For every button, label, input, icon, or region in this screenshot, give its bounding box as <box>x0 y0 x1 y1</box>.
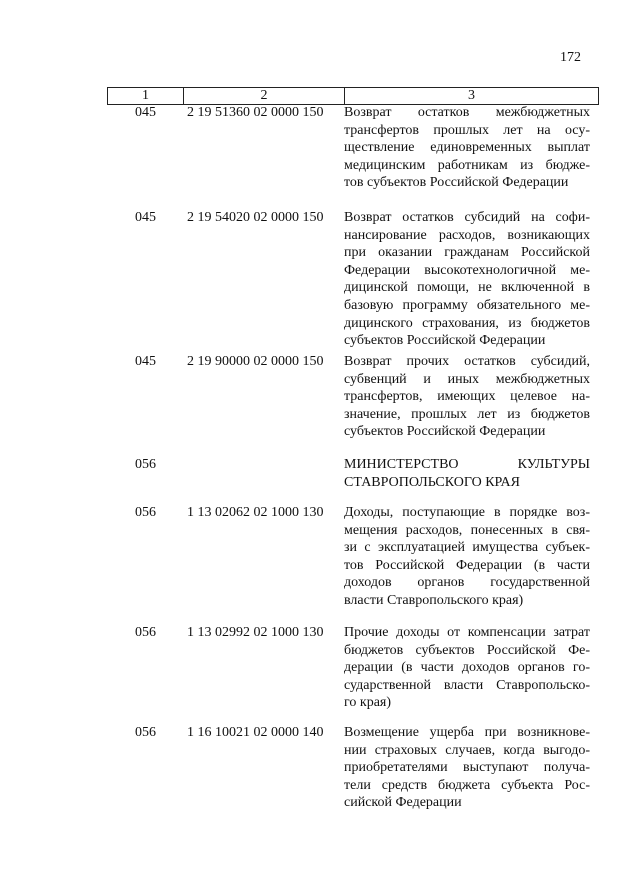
header-col-1: 1 <box>108 88 184 104</box>
budget-code: 1 13 02062 02 1000 130 <box>187 505 324 520</box>
admin-code: 056 <box>135 725 156 740</box>
description: Возврат остатков субсидий на софи- нансирование расходов, возникающих при оказании гражданам Российской Федерации высокотехнологичной ме- дицинской помощи, не включенной в базовую программу обязательного ме- дицинского страхования, из бюджетов субъектов Российской Федерации <box>344 210 590 349</box>
header-col-3: 3 <box>468 88 475 103</box>
admin-code: 045 <box>135 210 156 225</box>
budget-code: 2 19 51360 02 0000 150 <box>187 105 324 120</box>
header-col-2: 2 <box>184 88 345 104</box>
description: Возврат остатков межбюджетных трансфертов прошлых лет на осу- ществление единовременных выплат медицинским работникам из бюдже- тов субъектов Российской Федерации <box>344 105 590 191</box>
admin-code: 045 <box>135 105 156 120</box>
budget-code: 2 19 54020 02 0000 150 <box>187 210 324 225</box>
description: Возмещение ущерба при возникнове- нии страховых случаев, когда выгодо- приобретателями выступают получа- тели средств бюджета субъекта Рос- сийской Федерации <box>344 725 590 811</box>
page-number: 172 <box>560 50 581 65</box>
admin-code: 056 <box>135 505 156 520</box>
admin-code: 056 <box>135 457 156 472</box>
description: Возврат прочих остатков субсидий, субвенций и иных межбюджетных трансфертов, имеющих целевое на- значение, прошлых лет из бюджетов субъектов Российской Федерации <box>344 354 590 440</box>
budget-code: 1 13 02992 02 1000 130 <box>187 625 324 640</box>
budget-code: 2 19 90000 02 0000 150 <box>187 354 324 369</box>
admin-code: 045 <box>135 354 156 369</box>
budget-code: 1 16 10021 02 0000 140 <box>187 725 324 740</box>
table-header <box>107 87 599 105</box>
ministry-heading: МИНИСТЕРСТВО КУЛЬТУРЫ СТАВРОПОЛЬСКОГО КРАЯ <box>344 457 590 490</box>
description: Прочие доходы от компенсации затрат бюджетов субъектов Российской Фе- дерации (в части доходов органов го- сударственной власти Ставропольско- го края) <box>344 625 590 711</box>
admin-code: 056 <box>135 625 156 640</box>
description: Доходы, поступающие в порядке воз- мещения расходов, понесенных в свя- зи с эксплуатацией имущества субъек- тов Российской Федерации (в части доходов органов государственной власти Ставропольского края) <box>344 505 590 608</box>
